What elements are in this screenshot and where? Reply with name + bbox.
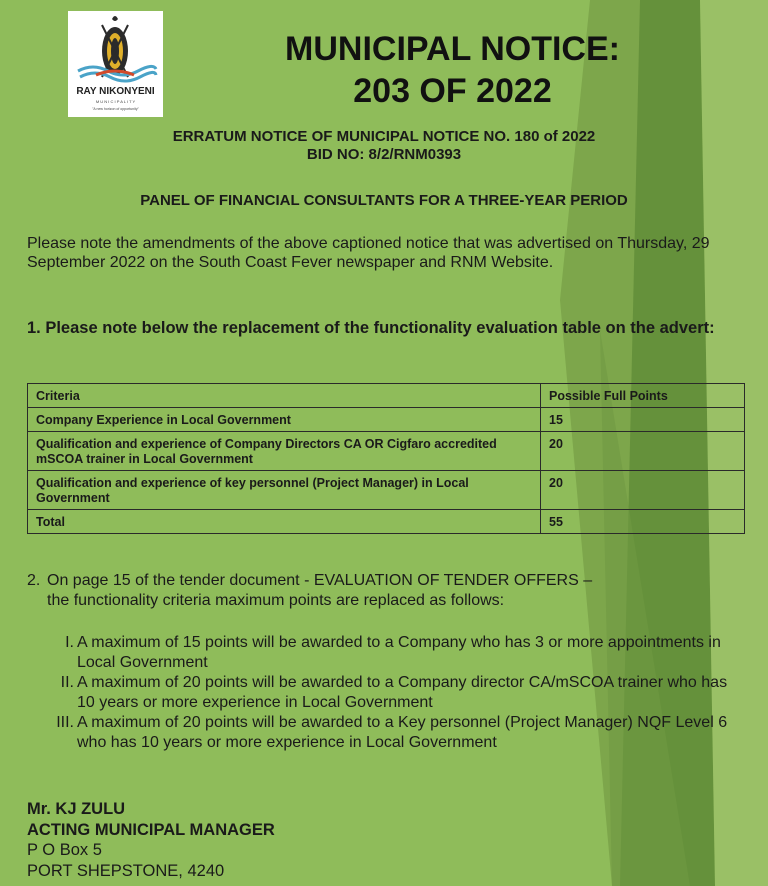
table-cell-criteria: Qualification and experience of key personnel (Project Manager) in Local Government [28,471,541,510]
table-cell-points: 20 [541,471,745,510]
list-item-number: III. [56,714,74,731]
list-item-text: A maximum of 20 points will be awarded to a Company director CA/mSCOA trainer who has 10 years or more experience in Local Government [77,674,728,711]
erratum-heading [0,128,768,164]
bid-number: BID NO: 8/2/RNM0393 [306,146,462,163]
table-header-row [28,384,745,408]
table-cell-criteria: Company Experience in Local Government [28,408,541,432]
list-item-text: A maximum of 20 points will be awarded to a Key personnel (Project Manager) NQF Level 6 who has 10 years or more experience in Local Government [77,714,728,751]
table-row [28,432,745,471]
notice-title-line1: MUNICIPAL NOTICE: [285,30,620,68]
list-item-number: II. [60,674,74,691]
city-address: PORT SHEPSTONE, 4240 [27,861,225,880]
amendment-list [48,633,748,753]
logo-subtitle: M U N I C I P A L I T Y [95,99,136,104]
evaluation-table [27,383,745,534]
signatory-position: ACTING MUNICIPAL MANAGER [27,820,275,839]
table-row [28,471,745,510]
table-header-criteria: Criteria [28,384,541,408]
table-row [28,408,745,432]
list-item-text: A maximum of 15 points will be awarded to a Company who has 3 or more appointments in Local Government [77,634,721,671]
list-item-number: I. [65,634,74,651]
table-cell-total-label: Total [28,510,541,534]
shield-emblem-icon [68,11,163,86]
municipality-logo [68,11,163,117]
point-1-heading: 1. Please note below the replacement of the functionality evaluation table on the advert: [27,319,715,337]
logo-name: RAY NIKONYENI [76,86,155,97]
panel-title: PANEL OF FINANCIAL CONSULTANTS FOR A THREE-YEAR PERIOD [140,192,628,209]
table-cell-total-points: 55 [541,510,745,534]
table-cell-points: 20 [541,432,745,471]
list-item [48,673,748,713]
point-2-line2: the functionality criteria maximum points are replaced as follows: [47,592,505,609]
signature-block [27,799,427,881]
list-item [48,713,748,753]
point-2-paragraph [27,571,737,611]
table-total-row [28,510,745,534]
postal-address: P O Box 5 [27,841,102,859]
point-2-number: 2. [27,572,41,589]
point-2-line1: On page 15 of the tender document - EVALUATION OF TENDER OFFERS – [47,572,593,589]
list-item [48,633,748,673]
table-cell-criteria: Qualification and experience of Company Directors CA OR Cigfaro accredited mSCOA trainer in Local Government [28,432,541,471]
logo-tagline: "A new horizon of opportunity" [92,107,139,111]
notice-title [225,28,680,112]
intro-paragraph: Please note the amendments of the above captioned notice that was advertised on Thursday, 29 September 2022 on the South Coast Fever newspaper and RNM Website. [27,235,710,271]
erratum-line1: ERRATUM NOTICE OF MUNICIPAL NOTICE NO. 180 of 2022 [172,128,596,145]
signatory-name: Mr. KJ ZULU [27,800,126,818]
table-cell-points: 15 [541,408,745,432]
notice-title-line2: 203 OF 2022 [353,72,552,110]
table-header-points: Possible Full Points [541,384,745,408]
